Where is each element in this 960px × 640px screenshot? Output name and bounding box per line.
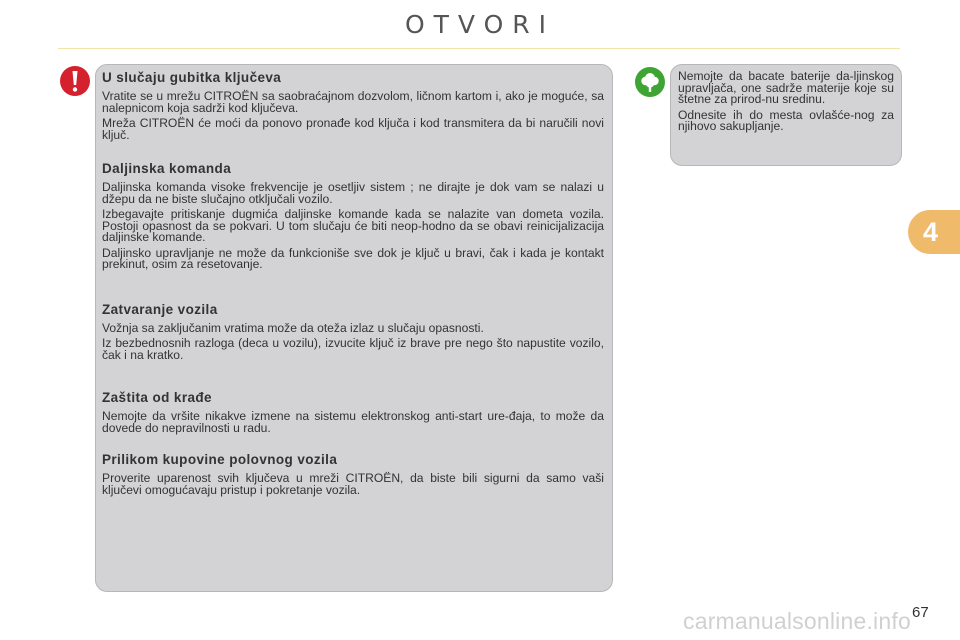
section-paragraph: Mreža CITROËN će moći da ponovo pronađe kod ključa i kod transmitera da bi naručili novi ključ. — [102, 116, 604, 142]
eco-paragraph: Odnesite ih do mesta ovlašće-nog za njihovo sakupljanje. — [678, 107, 894, 133]
section-paragraph: Vožnja sa zaključanim vratima može da oteža izlaz u slučaju opasnosti. — [102, 320, 484, 335]
chapter-tab — [908, 210, 960, 254]
spacer — [102, 438, 604, 452]
section-paragraph: Daljinska komanda visoke frekvencije je osetljiv sistem ; ne dirajte je dok vam se nalazi u džepu da ne biste slučajno otključali vozilo. — [102, 180, 604, 206]
section-heading: Daljinska komanda — [102, 161, 232, 176]
section-paragraph: Izbegavajte pritiskanje dugmića daljinske komande kada se nalazite van dometa vozila. Postoji opasnost da se pokvari. U tom slučaju će biti neop-hodno da se obavi reinicijalizacija daljinske komande. — [102, 207, 604, 244]
warning-icon — [60, 66, 90, 96]
main-info-box — [95, 64, 613, 592]
eco-note-box — [670, 64, 902, 166]
section-anti-theft — [102, 390, 604, 434]
section-locking — [102, 302, 604, 362]
page-number: 67 — [912, 604, 929, 621]
section-heading: U slučaju gubitka ključeva — [102, 70, 282, 85]
section-used-vehicle — [102, 452, 604, 496]
section-paragraph: Iz bezbednosnih razloga (deca u vozilu), izvucite ključ iz brave pre nego što napustite vozilo, čak i na kratko. — [102, 336, 604, 362]
section-paragraph: Nemojte da vršite nikakve izmene na sistemu elektronskog anti-start ure-đaja, to može da dovede do nepravilnosti u radu. — [102, 409, 604, 435]
section-heading: Prilikom kupovine polovnog vozila — [102, 452, 338, 467]
header-divider — [58, 48, 900, 49]
page-title: OTVORI — [404, 10, 556, 39]
section-heading: Zaštita od krađe — [102, 390, 212, 405]
chapter-number: 4 — [923, 216, 939, 247]
tree-icon — [635, 67, 665, 97]
section-paragraph: Vratite se u mrežu CITROËN sa saobraćajnom dozvolom, ličnom kartom i, ako je moguće, sa nalepnicom koja sadrži kod ključeva. — [102, 89, 604, 115]
spacer — [102, 365, 604, 390]
eco-paragraph: Nemojte da bacate baterije da-ljinskog upravljača, one sadrže materije koje su štetne za prirod-nu sredinu. — [678, 69, 894, 106]
section-remote-control — [102, 161, 604, 271]
spacer — [102, 145, 604, 161]
watermark: carmanualsonline.info — [683, 608, 911, 634]
section-paragraph: Daljinsko upravljanje ne može da funkcioniše sve dok je ključ u bravi, čak i kada je kontakt prekinut, osim za resetovanje. — [102, 245, 604, 271]
section-paragraph: Proverite uparenost svih ključeva u mreži CITROËN, da biste bili sigurni da samo vaši ključevi omogućavaju pristup i pokretanje vozila. — [102, 471, 604, 497]
spacer — [102, 275, 604, 302]
section-heading: Zatvaranje vozila — [102, 301, 218, 317]
section-lost-keys — [102, 70, 604, 141]
